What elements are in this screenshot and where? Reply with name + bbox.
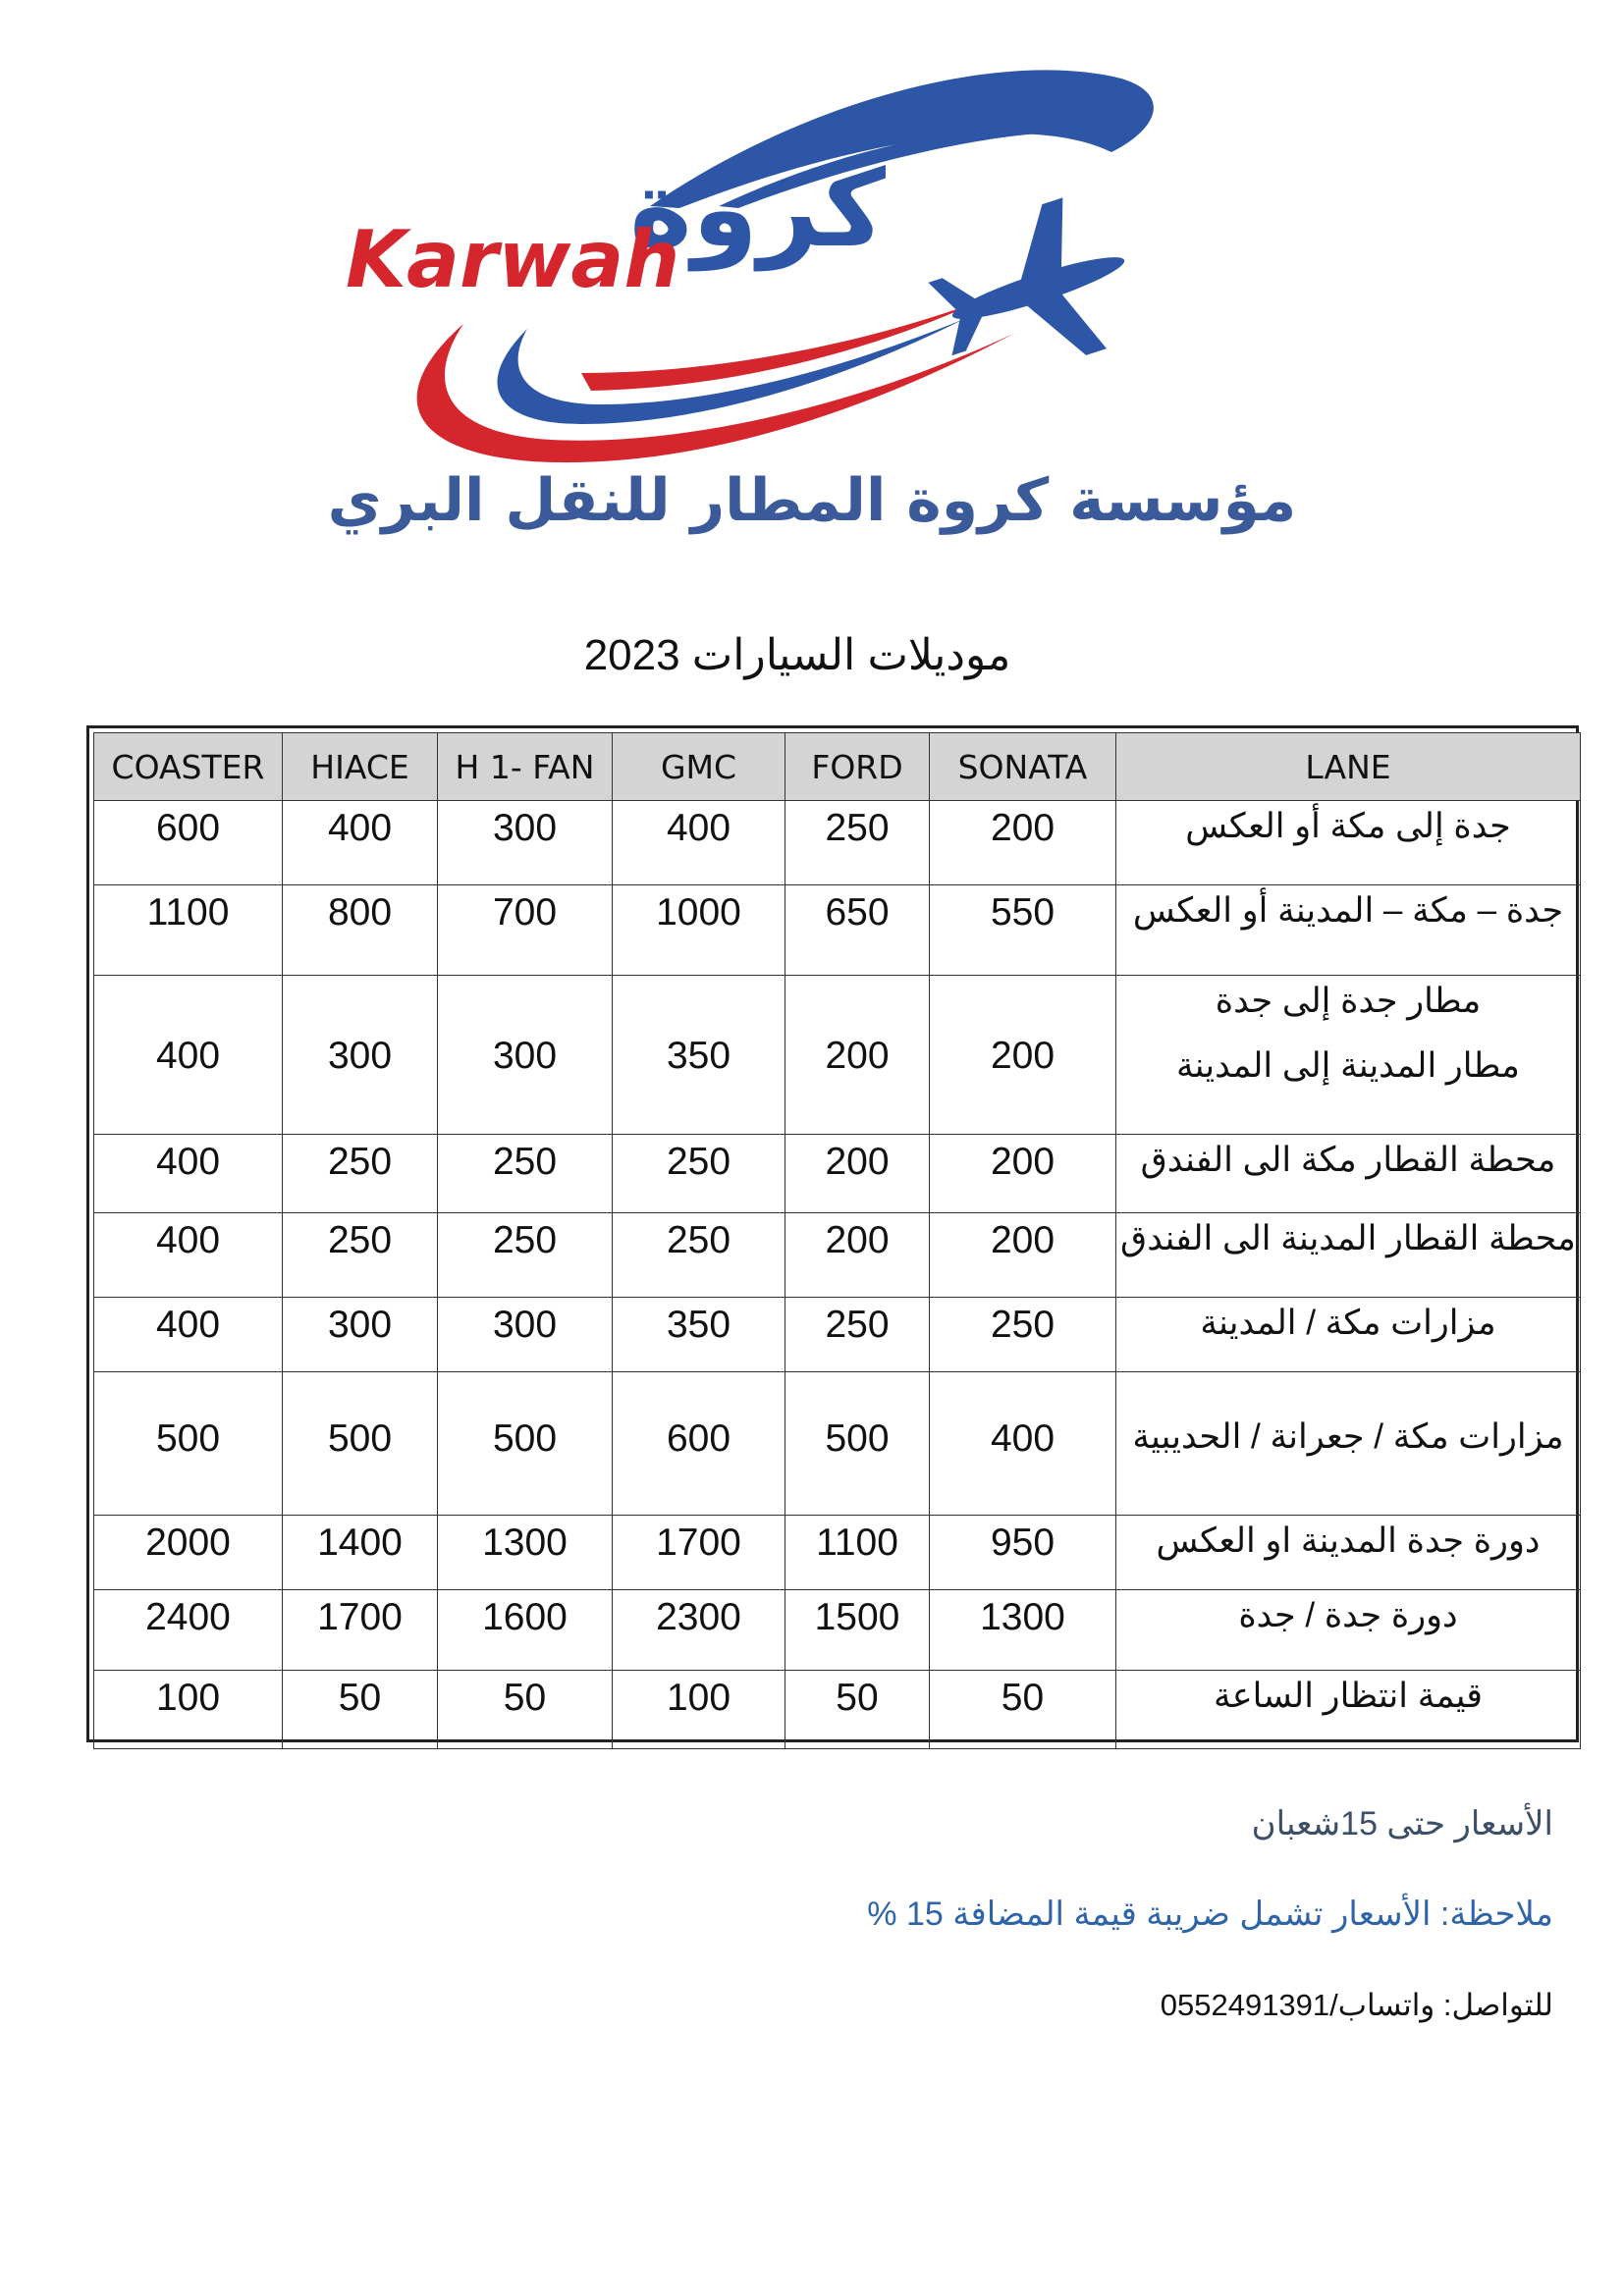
table-cell-price: 200 — [930, 976, 1116, 1135]
table-cell-price: 50 — [438, 1671, 613, 1749]
header-h1-fan: H 1- FAN — [438, 733, 613, 801]
header-lane: LANE — [1116, 733, 1581, 801]
table-cell-price: 1300 — [438, 1516, 613, 1590]
table-cell-price: 350 — [613, 1298, 785, 1372]
table-row — [94, 1671, 1581, 1749]
table-cell-lane — [1116, 801, 1581, 885]
page-title-text: موديلات السيارات 2023 — [583, 631, 1011, 679]
table-cell-price: 600 — [94, 801, 283, 885]
table-cell-price: 2300 — [613, 1590, 785, 1671]
table-cell-lane — [1116, 1135, 1581, 1213]
table-cell-price: 200 — [785, 976, 930, 1135]
table-cell-price: 300 — [438, 801, 613, 885]
table-cell-price: 1500 — [785, 1590, 930, 1671]
table-cell-price: 400 — [94, 1135, 283, 1213]
table-cell-price: 200 — [785, 1135, 930, 1213]
table-cell-lane — [1116, 1671, 1581, 1749]
table-row — [94, 1213, 1581, 1298]
table-cell-lane — [1116, 976, 1581, 1135]
table-cell-price: 250 — [613, 1213, 785, 1298]
table-cell-price: 300 — [438, 976, 613, 1135]
vat-note: ملاحظة: الأسعار تشمل ضريبة قيمة المضافة 15 % — [867, 1896, 1553, 1933]
table-cell-lane — [1116, 885, 1581, 976]
lane-line: جدة – مكة – المدينة أو العكس — [1132, 891, 1564, 930]
table-cell-price: 200 — [930, 801, 1116, 885]
table-cell-price: 250 — [785, 801, 930, 885]
table-cell-price: 1000 — [613, 885, 785, 976]
table-cell-price: 200 — [785, 1213, 930, 1298]
table-cell-price: 400 — [94, 1213, 283, 1298]
table-cell-price: 300 — [283, 976, 438, 1135]
header-coaster: COASTER — [94, 733, 283, 801]
table-cell-price: 50 — [785, 1671, 930, 1749]
table-cell-price: 700 — [438, 885, 613, 976]
table-cell-price: 500 — [438, 1372, 613, 1516]
lane-line: جدة إلى مكة أو العكس — [1185, 807, 1511, 845]
price-table-frame — [86, 725, 1579, 1742]
price-table — [93, 732, 1581, 1749]
table-row — [94, 801, 1581, 885]
table-cell-price: 650 — [785, 885, 930, 976]
lane-line: قيمة انتظار الساعة — [1214, 1677, 1483, 1715]
header-ford: FORD — [785, 733, 930, 801]
table-cell-price: 500 — [283, 1372, 438, 1516]
table-row — [94, 976, 1581, 1135]
table-cell-lane — [1116, 1516, 1581, 1590]
table-cell-price: 300 — [438, 1298, 613, 1372]
table-cell-price: 250 — [785, 1298, 930, 1372]
lane-line: دورة جدة المدينة او العكس — [1156, 1522, 1541, 1560]
page-title — [0, 630, 1624, 680]
table-cell-price: 50 — [283, 1671, 438, 1749]
table-row — [94, 1516, 1581, 1590]
table-cell-price: 1100 — [785, 1516, 930, 1590]
table-row — [94, 1372, 1581, 1516]
table-cell-price: 250 — [283, 1135, 438, 1213]
table-row — [94, 1298, 1581, 1372]
table-cell-price: 800 — [283, 885, 438, 976]
table-cell-price: 300 — [283, 1298, 438, 1372]
lane-line: دورة جدة / جدة — [1238, 1596, 1458, 1634]
table-cell-lane — [1116, 1213, 1581, 1298]
table-cell-price: 250 — [438, 1213, 613, 1298]
lane-line: محطة القطار المدينة الى الفندق — [1120, 1219, 1576, 1257]
table-cell-price: 400 — [283, 801, 438, 885]
table-cell-price: 500 — [785, 1372, 930, 1516]
table-cell-price: 400 — [94, 976, 283, 1135]
header-hiace: HIACE — [283, 733, 438, 801]
table-cell-price: 350 — [613, 976, 785, 1135]
table-row — [94, 885, 1581, 976]
table-header-row — [94, 733, 1581, 801]
logo-arabic-text: كروة — [629, 148, 886, 271]
table-cell-price: 1300 — [930, 1590, 1116, 1671]
table-cell-price: 2400 — [94, 1590, 283, 1671]
table-cell-price: 600 — [613, 1372, 785, 1516]
lane-line: مزارات مكة / المدينة — [1200, 1304, 1496, 1342]
table-cell-price: 1400 — [283, 1516, 438, 1590]
logo-latin-text: Karwah — [346, 214, 680, 305]
table-cell-price: 1600 — [438, 1590, 613, 1671]
table-cell-price: 250 — [438, 1135, 613, 1213]
table-cell-price: 500 — [94, 1372, 283, 1516]
lane-line: محطة القطار مكة الى الفندق — [1140, 1141, 1556, 1179]
lane-line: مطار جدة إلى جدة — [1215, 982, 1482, 1020]
table-cell-price: 100 — [94, 1671, 283, 1749]
table-cell-price: 250 — [930, 1298, 1116, 1372]
header-sonata: SONATA — [930, 733, 1116, 801]
table-row — [94, 1135, 1581, 1213]
lane-line: مزارات مكة / جعرانة / الحديبية — [1132, 1417, 1564, 1456]
table-cell-price: 950 — [930, 1516, 1116, 1590]
table-cell-price: 200 — [930, 1135, 1116, 1213]
validity-note: الأسعار حتى 15شعبان — [1251, 1805, 1553, 1842]
contact-note: للتواصل: واتساب/0552491391 — [1160, 1988, 1553, 2022]
table-cell-price: 1700 — [283, 1590, 438, 1671]
table-cell-price: 1700 — [613, 1516, 785, 1590]
table-row — [94, 1590, 1581, 1671]
table-cell-price: 100 — [613, 1671, 785, 1749]
table-cell-lane — [1116, 1590, 1581, 1671]
logo-company-name: مؤسسة كروة المطار للنقل البري — [327, 466, 1297, 535]
lane-line: مطار المدينة إلى المدينة — [1176, 1046, 1520, 1085]
table-cell-price: 400 — [930, 1372, 1116, 1516]
header-gmc: GMC — [613, 733, 785, 801]
table-cell-price: 250 — [283, 1213, 438, 1298]
table-cell-price: 2000 — [94, 1516, 283, 1590]
table-cell-price: 400 — [94, 1298, 283, 1372]
table-cell-lane — [1116, 1298, 1581, 1372]
table-cell-price: 1100 — [94, 885, 283, 976]
table-cell-price: 200 — [930, 1213, 1116, 1298]
table-cell-price: 550 — [930, 885, 1116, 976]
table-cell-price: 50 — [930, 1671, 1116, 1749]
table-cell-price: 250 — [613, 1135, 785, 1213]
table-cell-lane — [1116, 1372, 1581, 1516]
table-cell-price: 400 — [613, 801, 785, 885]
company-logo — [257, 59, 1367, 550]
